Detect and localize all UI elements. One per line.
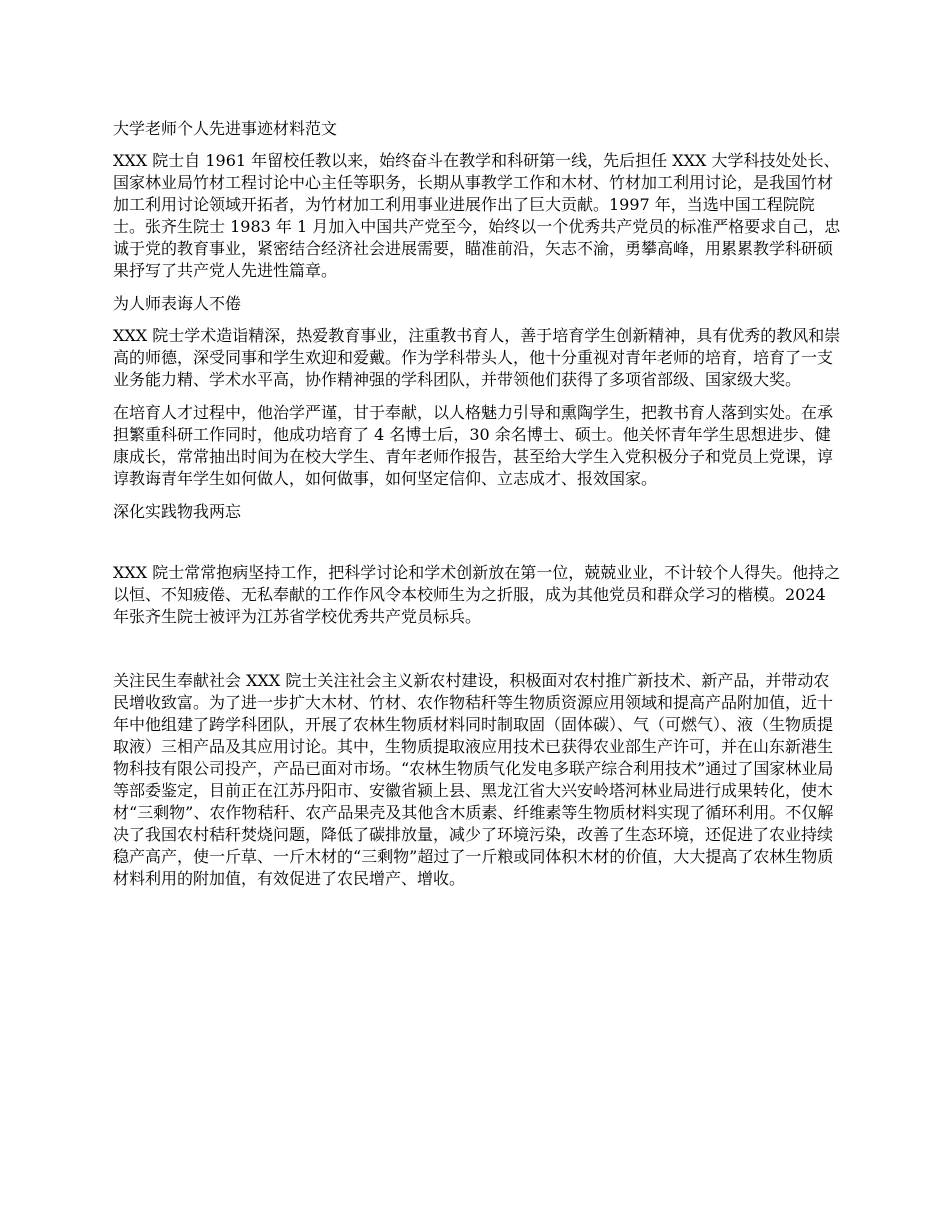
society-paragraph: 关注民生奉献社会 XXX 院士关注社会主义新农村建设，积极面对农村推广新技术、新产品，并带动农民增收致富。为了进一步扩大木材、竹材、农作物秸秆等生物质资源应用领域和提高产品附加值，近十年中他组建了跨学科团队，开展了农林生物质材料同时制取固（固体碳）、气（可燃气）、液（生物质提取液）三相产品及其应用讨论。其中，生物质提取液应用技术已获得农业部生产许可，并在山东新港生物科技有限公司投产，产品已面对市场。“农林生物质气化发电多联产综合利用技术”通过了国家林业局等部委鉴定，目前正在江苏丹阳市、安徽省颍上县、黑龙江省大兴安岭塔河林业局进行成果转化，使木材“三剩物”、农作物秸秆、农产品果壳及其他含木质素、纤维素等生物质材料实现了循环利用。不仅解决了我国农村秸秆焚烧问题，降低了碳排放量，减少了环境污染，改善了生态环境，还促进了农业持续稳产高产，使一斤草、一斤木材的“三剩物”超过了一斤粮或同体积木材的价值，大大提高了农林生物质材料利用的附加值，有效促进了农民增产、增收。 bbox=[113, 671, 834, 888]
paragraph-spacer bbox=[113, 533, 843, 562]
section-heading-teaching: 为人师表诲人不倦 bbox=[113, 294, 242, 313]
intro-paragraph: XXX 院士自 1961 年留校任教以来，始终奋斗在教学和科研第一线，先后担任 XXX 大学科技处处长、国家林业局竹材工程讨论中心主任等职务，长期从事教学工作和木材、竹材加工利用讨论，是我国竹材加工利用讨论领域开拓者，为竹材加工利用事业进展作出了巨大贡献。1997 年，当选中国工程院院士。张齐生院士 1983 年 1 月加入中国共产党至今，始终以一个优秀共产党员的标准严格要求自己，忠诚于党的教育事业，紧密结合经济社会进展需要，瞄准前沿，矢志不渝，勇攀高峰，用累累教学科研硕果抒写了共产党人先进性篇章。 bbox=[113, 151, 841, 280]
practice-paragraph: XXX 院士常常抱病坚持工作，把科学讨论和学术创新放在第一位，兢兢业业，不计较个人得失。他持之以恒、不知疲倦、无私奉献的工作作风令本校师生为之折服，成为其他党员和群众学习的楷模。2024 年张齐生院士被评为江苏省学校优秀共产党员标兵。 bbox=[113, 563, 841, 626]
teaching-paragraph-2: 在培育人才过程中，他治学严谨，甘于奉献，以人格魅力引导和熏陶学生，把教书育人落到实处。在承担繁重科研工作同时，他成功培育了 4 名博士后，30 余名博士、硕士。他关怀青年学生思想进步、健康成长，常常抽出时间为在校大学生、青年老师作报告，甚至给大学生入党积极分子和党员上党课，谆谆教诲青年学生如何做人，如何做事，如何坚定信仰、立志成才、报效国家。 bbox=[113, 403, 834, 488]
teaching-paragraph-1: XXX 院士学术造诣精深，热爱教育事业，注重教书育人，善于培育学生创新精神，具有优秀的教风和崇高的师德，深受同事和学生欢迎和爱戴。作为学科带头人，他十分重视对青年老师的培育，培育了一支业务能力精、学术水平高，协作精神强的学科团队，并带领他们获得了多项省部级、国家级大奖。 bbox=[113, 326, 841, 389]
paragraph-spacer bbox=[113, 639, 843, 670]
document-page bbox=[113, 118, 843, 901]
document-title: 大学老师个人先进事迹材料范文 bbox=[113, 119, 338, 138]
section-heading-practice: 深化实践物我两忘 bbox=[113, 502, 242, 521]
